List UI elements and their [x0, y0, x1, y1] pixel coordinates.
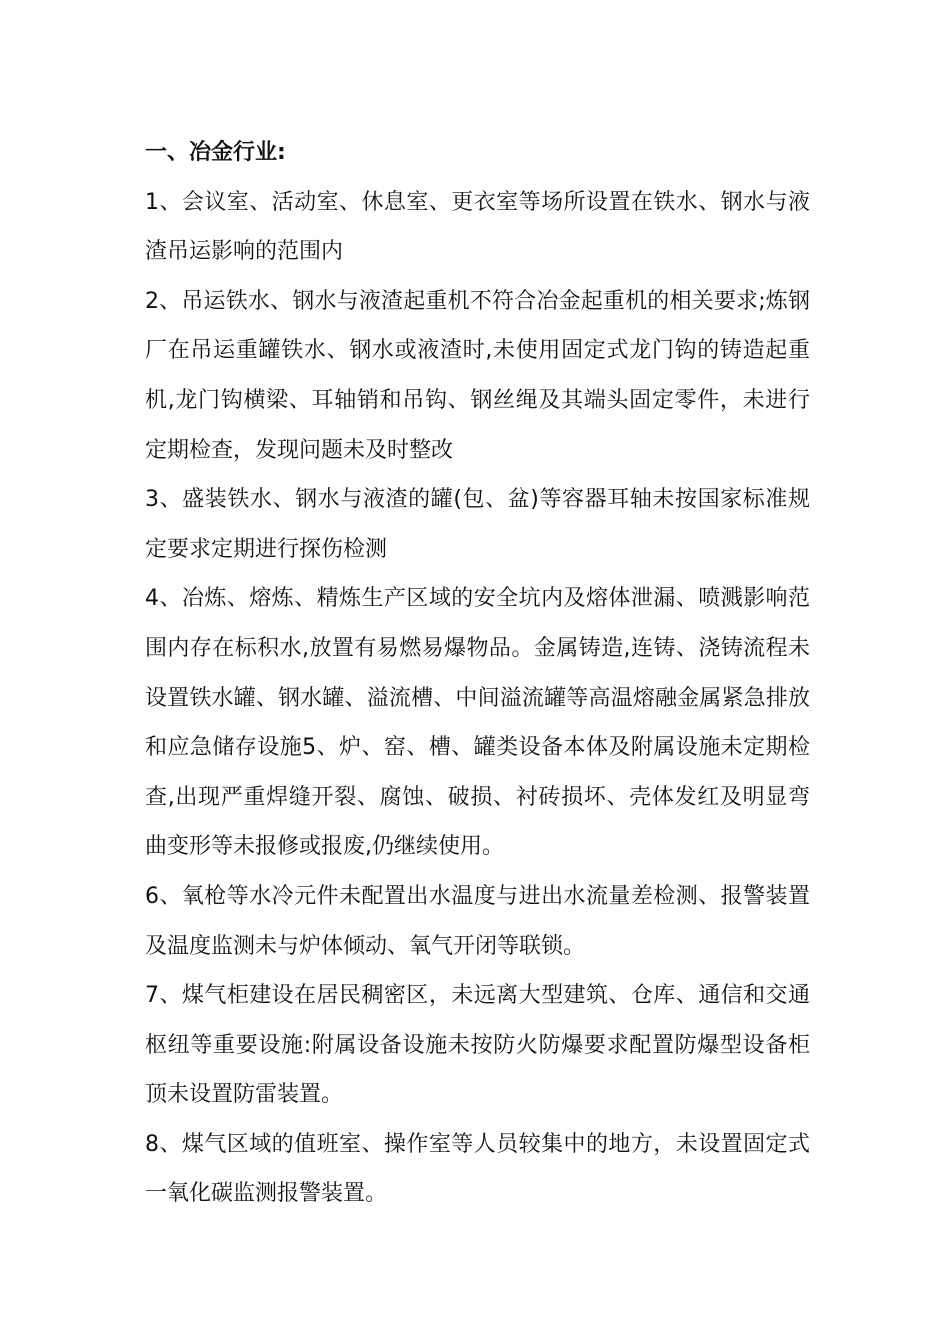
list-item-3: 3、盛装铁水、钢水与液渣的罐(包、盆)等容器耳轴未按国家标准规定要求定期进行探伤检测 — [145, 487, 810, 562]
list-item-1: 1、会议室、活动室、休息室、更衣室等场所设置在铁水、钢水与液渣吊运影响的范围内 — [145, 189, 810, 265]
list-item-6: 6、氧枪等水冷元件未配置出水温度与进出水流量差检测、报警装置及温度监测未与炉体倾动、氧气开闭等联锁。 — [145, 883, 810, 959]
list-item-2: 2、吊运铁水、钢水与液渣起重机不符合冶金起重机的相关要求;炼钢厂在吊运重罐铁水、钢水或液渣时,未使用固定式龙门钩的铸造起重机,龙门钩横梁、耳轴销和吊钩、钢丝绳及其端头固定零件，未进行定期检查，发现问题未及时整改 — [145, 288, 810, 463]
list-item-7: 7、煤气柜建设在居民稠密区，未远离大型建筑、仓库、通信和交通枢纽等重要设施:附属设备设施未按防火防爆要求配置防爆型设备柜顶未设置防雷装置。 — [145, 983, 810, 1108]
document-body — [145, 128, 810, 1219]
section-heading: 一、冶金行业: — [145, 140, 286, 165]
list-item-8: 8、煤气区域的值班室、操作室等人员较集中的地方，未设置固定式一氧化碳监测报警装置。 — [145, 1131, 810, 1207]
list-item-4-5: 4、冶炼、熔炼、精炼生产区域的安全坑内及熔体泄漏、喷溅影响范围内存在标积水,放置有易燃易爆物品。金属铸造,连铸、浇铸流程未设置铁水罐、钢水罐、溢流槽、中间溢流罐等高温熔融金属紧急排放和应急储存设施5、炉、窑、槽、罐类设备本体及附属设施未定期检查,出现严重焊缝开裂、腐蚀、破损、衬砖损坏、壳体发红及明显弯曲变形等未报修或报废,仍继续使用。 — [145, 586, 810, 860]
